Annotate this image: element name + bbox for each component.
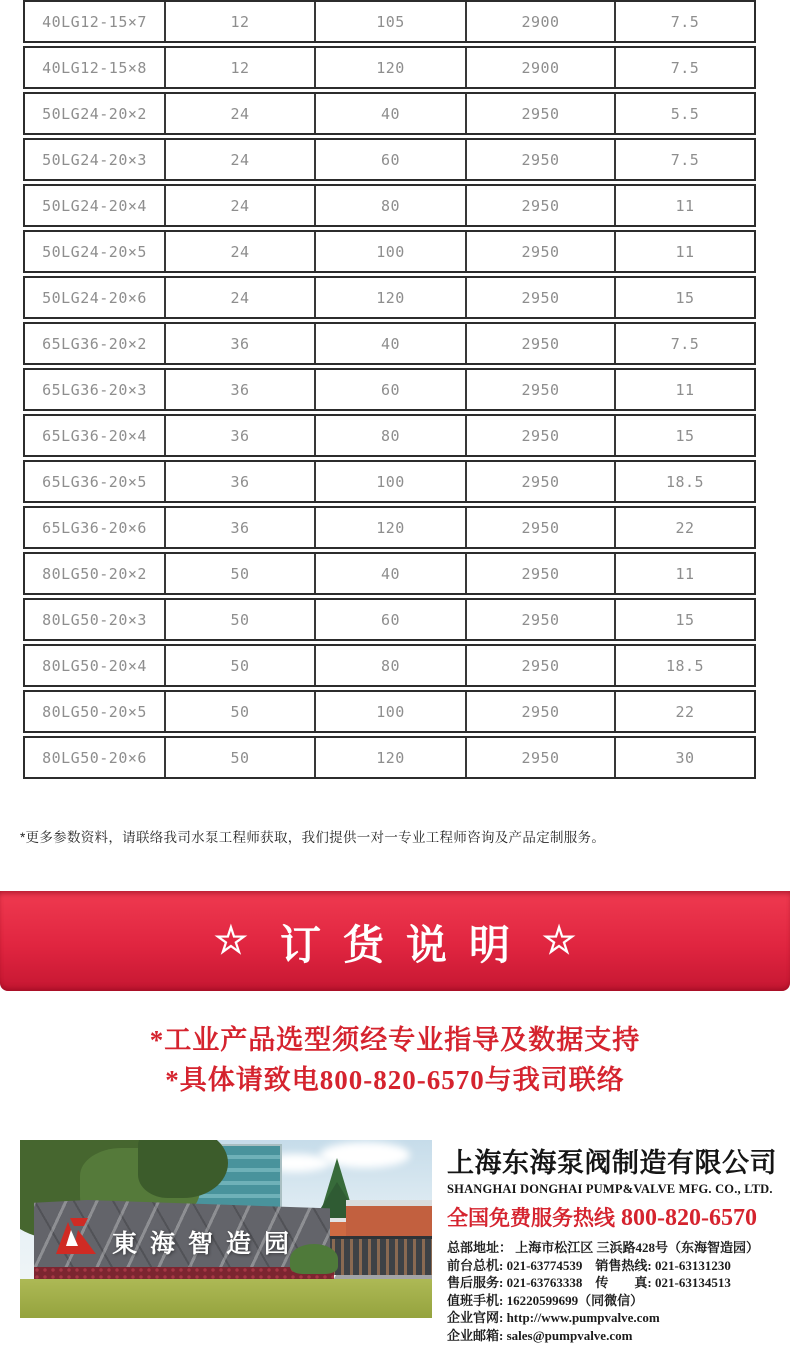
table-cell: 65LG36-20×6 xyxy=(42,518,147,537)
star-icon: ☆ xyxy=(542,920,577,962)
table-cell: 100 xyxy=(314,232,465,271)
table-row xyxy=(23,644,756,687)
table-cell: 7.5 xyxy=(614,2,754,41)
table-cell: 100 xyxy=(314,462,465,501)
slogan-block xyxy=(0,1020,790,1100)
table-row xyxy=(23,184,756,227)
table-cell: 2950 xyxy=(465,370,614,409)
contact-line: 前台总机: 021-63774539 销售热线: 021-63131230 xyxy=(447,1257,731,1273)
table-cell: 11 xyxy=(614,186,754,225)
table-cell: 80LG50-20×3 xyxy=(42,610,147,629)
table-cell: 36 xyxy=(164,370,314,409)
donghai-logo xyxy=(54,1216,98,1256)
entrance-gate xyxy=(326,1236,432,1275)
table-cell: 40LG12-15×7 xyxy=(42,12,147,31)
table-cell: 2950 xyxy=(465,94,614,133)
table-cell: 11 xyxy=(614,370,754,409)
table-row xyxy=(23,736,756,779)
table-cell: 12 xyxy=(164,48,314,87)
table-cell: 50LG24-20×3 xyxy=(42,150,147,169)
table-cell: 65LG36-20×5 xyxy=(42,472,147,491)
table-cell: 2950 xyxy=(465,232,614,271)
table-cell: 36 xyxy=(164,462,314,501)
table-row xyxy=(23,690,756,733)
contact-lines xyxy=(447,1239,782,1344)
table-cell: 50 xyxy=(164,554,314,593)
cloud xyxy=(320,1142,410,1168)
table-cell: 12 xyxy=(164,2,314,41)
table-row xyxy=(23,276,756,319)
table-row xyxy=(23,230,756,273)
table-cell: 40 xyxy=(314,324,465,363)
table-cell: 120 xyxy=(314,738,465,777)
table-cell: 65LG36-20×4 xyxy=(42,426,147,445)
table-row xyxy=(23,46,756,89)
table-cell: 7.5 xyxy=(614,140,754,179)
banner-title: 订货说明 xyxy=(280,921,532,968)
slogan-line: *具体请致电800-820-6570与我司联络 xyxy=(165,1065,625,1095)
table-cell: 2950 xyxy=(465,324,614,363)
table-cell: 2950 xyxy=(465,646,614,685)
table-cell: 2950 xyxy=(465,554,614,593)
table-cell: 2900 xyxy=(465,48,614,87)
table-cell: 60 xyxy=(314,140,465,179)
table-cell: 80 xyxy=(314,416,465,455)
table-row xyxy=(23,92,756,135)
table-row xyxy=(23,506,756,549)
table-row xyxy=(23,368,756,411)
table-cell: 60 xyxy=(314,600,465,639)
table-cell: 100 xyxy=(314,692,465,731)
table-cell: 40 xyxy=(314,554,465,593)
order-info-banner xyxy=(0,891,790,991)
table-cell: 120 xyxy=(314,508,465,547)
table-cell: 120 xyxy=(314,48,465,87)
table-cell: 60 xyxy=(314,370,465,409)
table-cell: 50LG24-20×4 xyxy=(42,196,147,215)
lawn xyxy=(20,1279,432,1318)
table-row xyxy=(23,414,756,457)
table-cell: 120 xyxy=(314,278,465,317)
table-cell: 50LG24-20×2 xyxy=(42,104,147,123)
table-cell: 15 xyxy=(614,600,754,639)
hotline-number: 800-820-6570 xyxy=(621,1205,757,1231)
contact-line: 值班手机: 16220599699（同微信） xyxy=(447,1292,644,1308)
table-cell: 50 xyxy=(164,646,314,685)
table-cell: 22 xyxy=(614,692,754,731)
pump-spec-table xyxy=(23,0,756,782)
table-cell: 40LG12-15×8 xyxy=(42,58,147,77)
table-row xyxy=(23,0,756,43)
table-cell: 80 xyxy=(314,186,465,225)
table-cell: 11 xyxy=(614,232,754,271)
contact-line: 企业官网: http://www.pumpvalve.com xyxy=(447,1310,660,1325)
table-cell: 22 xyxy=(614,508,754,547)
table-cell: 36 xyxy=(164,416,314,455)
table-cell: 24 xyxy=(164,186,314,225)
table-row xyxy=(23,460,756,503)
table-cell: 36 xyxy=(164,508,314,547)
table-cell: 7.5 xyxy=(614,48,754,87)
company-name-en: SHANGHAI DONGHAI PUMP&VALVE MFG. CO., LTD. xyxy=(447,1182,773,1196)
table-cell: 50LG24-20×5 xyxy=(42,242,147,261)
table-cell: 80LG50-20×6 xyxy=(42,748,147,767)
table-cell: 24 xyxy=(164,140,314,179)
table-row xyxy=(23,138,756,181)
table-cell: 2900 xyxy=(465,2,614,41)
factory-sign-text: 東海智造园 xyxy=(112,1231,303,1258)
service-hotline xyxy=(447,1202,782,1232)
table-cell: 2950 xyxy=(465,508,614,547)
company-name-cn: 上海东海泵阀制造有限公司 xyxy=(447,1148,777,1178)
table-cell: 2950 xyxy=(465,140,614,179)
contact-line: 企业邮箱: sales@pumpvalve.com xyxy=(447,1327,633,1343)
table-cell: 65LG36-20×3 xyxy=(42,380,147,399)
table-cell: 80LG50-20×5 xyxy=(42,702,147,721)
table-cell: 11 xyxy=(614,554,754,593)
table-cell: 15 xyxy=(614,416,754,455)
table-footnote: *更多参数资料，请联络我司水泵工程师获取，我们提供一对一专业工程师咨询及产品定制服务。 xyxy=(20,829,606,845)
table-cell: 2950 xyxy=(465,738,614,777)
table-cell: 18.5 xyxy=(614,646,754,685)
table-cell: 2950 xyxy=(465,600,614,639)
table-row xyxy=(23,598,756,641)
slogan-line: *工业产品选型须经专业指导及数据支持 xyxy=(149,1025,641,1055)
table-cell: 24 xyxy=(164,278,314,317)
table-cell: 80 xyxy=(314,646,465,685)
table-cell: 40 xyxy=(314,94,465,133)
table-cell: 2950 xyxy=(465,462,614,501)
table-cell: 50LG24-20×6 xyxy=(42,288,147,307)
table-cell: 5.5 xyxy=(614,94,754,133)
table-cell: 18.5 xyxy=(614,462,754,501)
factory-photo xyxy=(20,1140,432,1318)
table-cell: 105 xyxy=(314,2,465,41)
company-info xyxy=(447,1141,782,1344)
table-cell: 80LG50-20×2 xyxy=(42,564,147,583)
table-cell: 15 xyxy=(614,278,754,317)
contact-line: 售后服务: 021-63763338 传 真: 021-63134513 xyxy=(447,1275,731,1290)
table-cell: 2950 xyxy=(465,278,614,317)
table-cell: 2950 xyxy=(465,692,614,731)
table-cell: 50 xyxy=(164,738,314,777)
table-cell: 50 xyxy=(164,600,314,639)
table-cell: 2950 xyxy=(465,416,614,455)
table-cell: 2950 xyxy=(465,186,614,225)
table-row xyxy=(23,552,756,595)
table-cell: 65LG36-20×2 xyxy=(42,334,147,353)
star-icon: ☆ xyxy=(213,920,248,962)
table-cell: 24 xyxy=(164,94,314,133)
table-cell: 30 xyxy=(614,738,754,777)
table-cell: 80LG50-20×4 xyxy=(42,656,147,675)
table-row xyxy=(23,322,756,365)
contact-line: 总部地址： 上海市松江区 三浜路428号（东海智造园） xyxy=(447,1240,760,1255)
table-cell: 50 xyxy=(164,692,314,731)
table-cell: 36 xyxy=(164,324,314,363)
hotline-label: 全国免费服务热线 xyxy=(447,1207,615,1230)
table-cell: 24 xyxy=(164,232,314,271)
table-cell: 7.5 xyxy=(614,324,754,363)
